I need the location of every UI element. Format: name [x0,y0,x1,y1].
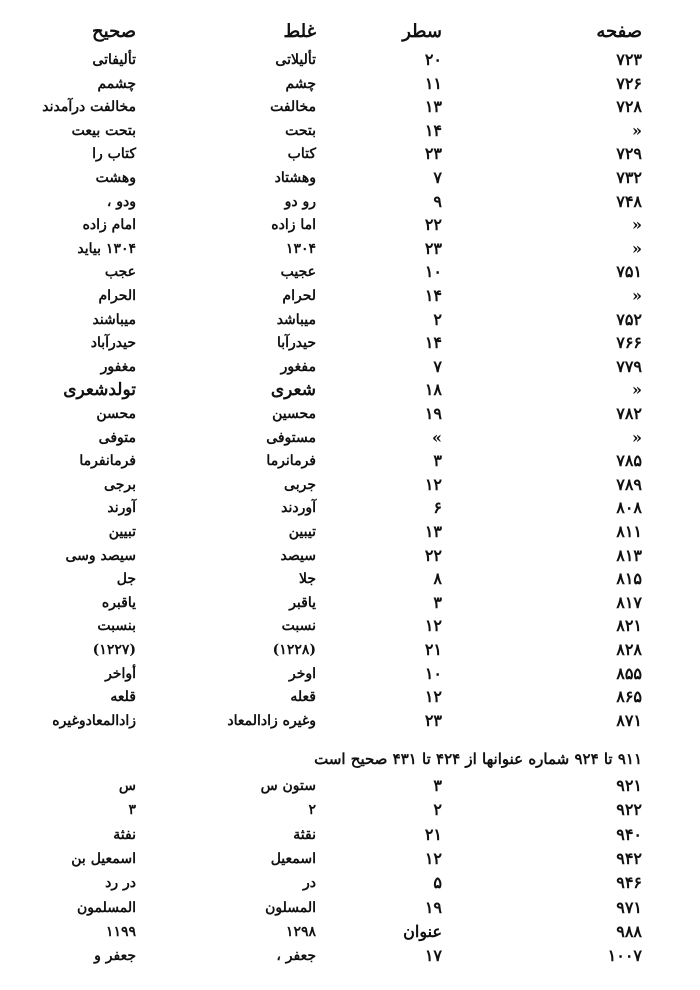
errata-row [0,591,700,615]
correct-text: ۱۳۰۴ بیاید [77,240,136,257]
line-number: ۱۲ [424,616,442,636]
line-number: ۲۳ [424,710,442,730]
correct-text: بنسبت [97,618,136,635]
page-number: ۸۷۱ [616,710,642,730]
correct-text: حیدرآباد [90,335,136,352]
correct-text: مخالفت درآمدند [42,99,136,116]
line-number: ۱۹ [424,897,442,917]
wrong-text: اوخر [288,665,316,682]
errata-row [0,119,700,143]
wrong-text: میباشد [276,311,316,328]
page-number: ۸۱۷ [616,592,642,612]
page-number: ۸۱۱ [616,522,642,541]
line-number: ۷ [433,168,442,187]
errata-row [0,871,700,895]
errata-row [0,944,700,968]
errata-row [0,920,700,944]
wrong-text: وهشتاد [274,170,316,186]
page-number: ۷۵۱ [616,262,642,282]
line-number: ۱۹ [424,404,442,423]
line-number: ۱۷ [424,946,442,966]
page-number: ۷۳۲ [616,168,642,187]
line-number: » [432,427,442,447]
errata-row [0,95,700,119]
errata-row [0,544,700,568]
page-number: ۸۲۱ [616,616,642,636]
errata-row [0,473,700,497]
errata-row [0,142,700,166]
page-number: ۷۴۸ [616,191,642,211]
line-number: ۲۳ [424,144,442,164]
page-number: ۹۴۶ [616,873,642,893]
line-number: ۲ [433,800,442,820]
correct-text: کتاب را [92,146,136,163]
correct-text: جعفر و [94,948,136,965]
line-number: ۲۲ [424,215,442,235]
correct-text: وهشت [95,170,136,186]
line-number: ۲۳ [424,238,442,258]
wrong-text: ۱۲۹۸ [285,923,316,940]
page-number: ۸۱۳ [616,545,642,565]
wrong-text: سیصد [280,547,316,564]
correct-text: ۳ [128,802,136,819]
errata-row [0,426,700,450]
correct-text: أواخر [105,665,136,682]
line-number: ۱۲ [424,687,442,707]
page-number: ۸۲۸ [616,640,642,659]
page-number: ۷۸۲ [616,404,642,423]
wrong-text: المسلون [265,899,316,916]
correct-text: ۱۱۹۹ [105,923,136,940]
correct-text: عجب [104,264,136,281]
wrong-text: تیبین [288,524,316,540]
page-number: ۹۲۲ [616,800,642,820]
errata-row [0,213,700,237]
wrong-text: بتحت [285,122,316,139]
line-number: ۱۰ [424,663,442,683]
line-number: ۱۲ [424,474,442,494]
line-number: ۲۲ [424,545,442,565]
page-number: « [632,215,642,235]
line-number: ۱۴ [424,120,442,140]
header-correct: صحیح [92,21,136,42]
wrong-text: جلا [298,571,316,588]
errata-row [0,823,700,847]
wrong-text: مستوفی [266,429,316,446]
correct-text: زادالمعادوغیره [52,712,136,729]
page-number: « [632,120,642,140]
wrong-text: عجیب [280,264,316,281]
errata-row [0,378,700,402]
page-number: ۷۷۹ [616,356,642,376]
errata-row [0,190,700,214]
wrong-text: اسمعیل [270,850,316,867]
note-text: ۹۱۱ تا ۹۲۴ شماره عنوانها از ۴۲۴ تا ۴۳۱ صحیح است [314,750,642,768]
line-number: ۸ [433,569,442,589]
line-number: ۲ [433,309,442,329]
line-number: ۱۸ [424,380,442,400]
errata-row [0,355,700,379]
page-number: ۸۵۵ [616,663,642,683]
line-number: ۵ [433,873,442,893]
header-page: صفحه [596,21,642,42]
correct-text: چشمم [97,75,136,92]
line-number: ۲۱ [424,824,442,844]
wrong-text: جعفر ، [276,948,316,965]
correct-text: سیصد وسی [65,547,136,564]
correct-text: قلعه [110,689,136,706]
header-wrong: غلط [283,21,316,42]
errata-row [0,567,700,591]
wrong-text: (۱۲۲۸) [272,642,316,658]
wrong-text: ستون س [260,778,316,794]
page-number: ۹۲۱ [616,776,642,795]
correct-text: ودو ، [106,193,136,210]
page-number: ۸۰۸ [616,498,642,518]
errata-row [0,847,700,871]
wrong-text: قعله [290,689,316,706]
correct-text: برجی [104,476,136,493]
line-number: ۱۴ [424,286,442,305]
errata-row [0,662,700,686]
wrong-text: شعری [270,380,316,401]
line-number: ۱۳ [424,97,442,117]
wrong-text: اما زاده [271,217,316,234]
wrong-text: محسین [272,406,316,422]
correct-text: تولدشعری [63,380,136,401]
page-number: ۷۸۹ [616,474,642,494]
page-number: ۷۲۳ [616,50,642,69]
errata-row [0,496,700,520]
page-number: « [632,286,642,305]
correct-text: میباشند [92,311,136,328]
errata-row [0,638,700,662]
page-number: « [632,380,642,400]
errata-row [0,402,700,426]
correct-text: مغفور [100,358,136,375]
correct-text: امام زاده [82,217,136,234]
wrong-text: نقثة [293,826,316,843]
correct-text: نفثة [113,826,136,843]
errata-row [0,685,700,709]
page-number: ۱۰۰۷ [607,946,642,966]
errata-row [0,237,700,261]
correct-text: محسن [96,406,136,422]
correct-text: در رد [105,875,136,892]
errata-row [0,331,700,355]
wrong-text: مخالفت [270,99,316,116]
page-number: ۸۶۵ [616,687,642,707]
correct-text: یاقبره [101,594,136,611]
wrong-text: جربی [284,476,316,493]
errata-row [0,48,700,72]
correct-text: اسمعیل بن [71,850,136,867]
page-number: ۹۴۲ [616,848,642,868]
errata-row [0,798,700,822]
page-number: ۷۲۸ [616,97,642,117]
errata-row [0,614,700,638]
line-number: ۱۲ [424,848,442,868]
errata-row [0,896,700,920]
correct-text: تبیین [108,524,136,540]
errata-row [0,260,700,284]
line-number: ۱۱ [424,73,442,93]
wrong-text: کتاب [287,146,316,163]
wrong-text: فرمانرما [266,453,316,470]
correct-text: آورند [107,500,136,517]
wrong-text: حیدرآبا [276,335,316,352]
line-number: ۱۰ [424,262,442,282]
correct-text: تألیفاتی [92,52,136,68]
line-number: عنوان [403,921,442,941]
wrong-text: یاقبر [289,594,316,611]
header-line: سطر [402,21,442,42]
correct-text: فرمانفرما [79,453,136,470]
wrong-text: چشم [285,75,316,92]
wrong-text: آوردند [281,500,316,517]
correct-text: (۱۲۲۷) [92,642,136,658]
page-number: « [632,427,642,447]
page-number: ۷۶۶ [616,333,642,353]
correct-text: المسلمون [77,899,136,916]
errata-row [0,284,700,308]
page-number: ۷۵۲ [616,309,642,329]
errata-row [0,166,700,190]
line-number: ۱۴ [424,333,442,353]
line-number: ۳ [433,776,442,795]
page-number: ۹۴۰ [616,824,642,844]
correct-text: جل [116,571,136,588]
line-number: ۹ [433,191,442,211]
wrong-text: ۲ [308,802,316,819]
line-number: ۲۰ [424,50,442,69]
line-number: ۲۱ [424,640,442,659]
page-number: ۷۲۶ [616,73,642,93]
wrong-text: نسبت [281,618,316,635]
wrong-text: تألیلاتی [275,52,316,68]
page-number: ۷۲۹ [616,144,642,164]
errata-row [0,308,700,332]
page-number: ۷۸۵ [616,451,642,471]
wrong-text: در [303,875,316,892]
wrong-text: لحرام [282,288,316,304]
correct-text: س [118,778,136,794]
errata-row [0,449,700,473]
correct-text: الحرام [98,288,136,304]
page-number: ۹۸۸ [616,921,642,941]
page-number: ۸۱۵ [616,569,642,589]
errata-row [0,72,700,96]
correct-text: متوفی [98,429,136,446]
errata-row [0,709,700,733]
line-number: ۳ [433,592,442,612]
correct-text: بتحت بیعت [71,122,136,139]
header-row [0,20,700,44]
line-number: ۳ [433,451,442,471]
wrong-text: وغیره زادالمعاد [227,712,316,729]
page-number: « [632,238,642,258]
wrong-text: ۱۳۰۴ [285,240,316,257]
wrong-text: مفغور [280,358,316,375]
errata-row [0,520,700,544]
page-number: ۹۷۱ [616,897,642,917]
line-number: ۱۳ [424,522,442,541]
errata-row [0,774,700,798]
line-number: ۷ [433,356,442,376]
line-number: ۶ [433,498,442,518]
wrong-text: رو دو [284,193,316,210]
